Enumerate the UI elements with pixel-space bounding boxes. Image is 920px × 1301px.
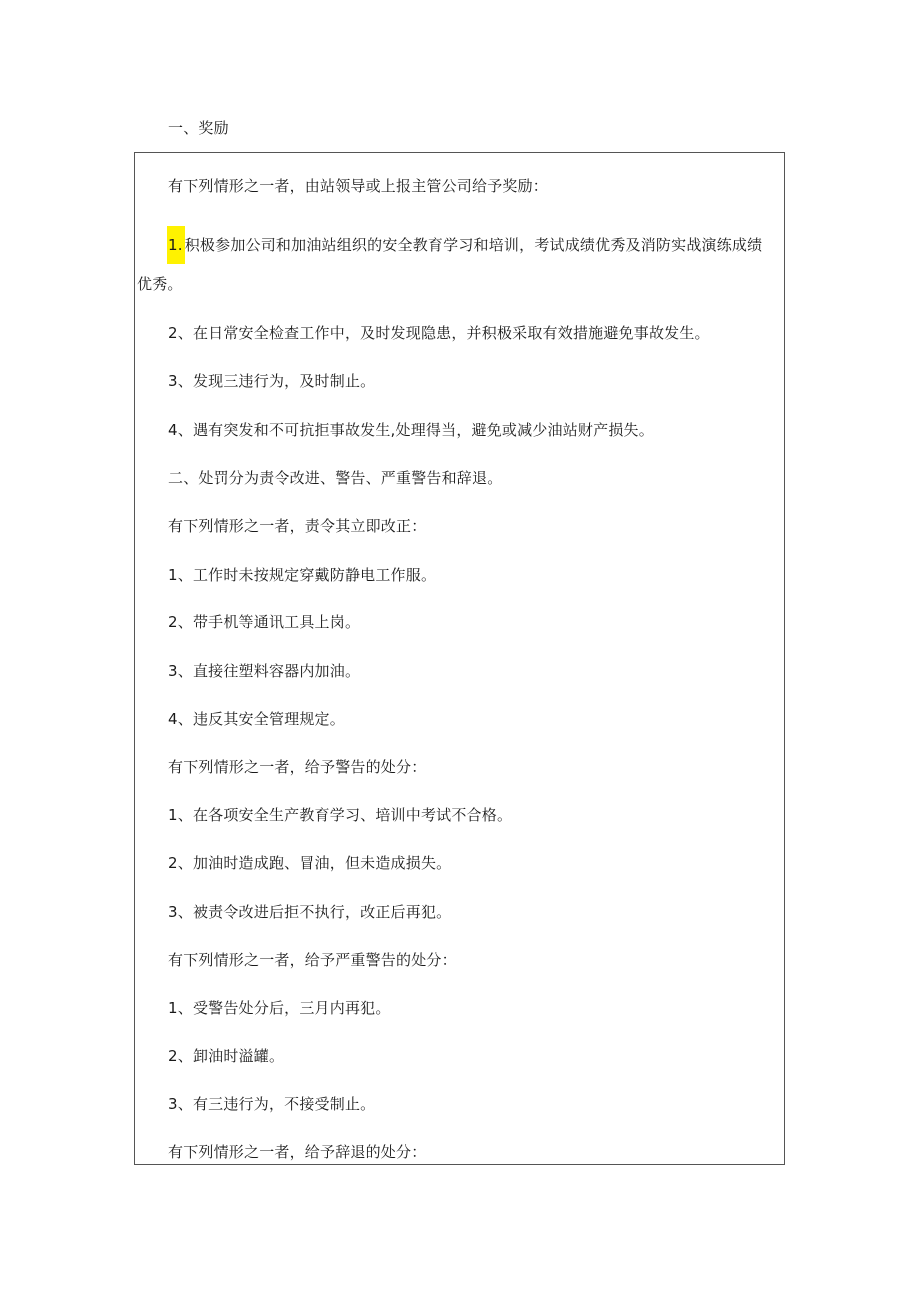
paragraph-correction-intro: 有下列情形之一者，责令其立即改正： [168,517,427,535]
paragraph-dismissal-intro: 有下列情形之一者，给予辞退的处分： [168,1143,427,1161]
paragraph-correction-item-2: 2、带手机等通讯工具上岗。 [168,613,361,631]
paragraph-reward-item-1 [168,226,762,264]
paragraph-warning-intro: 有下列情形之一者，给予警告的处分： [168,758,427,776]
paragraph-reward-item-2: 2、在日常安全检查工作中，及时发现隐患，并积极采取有效措施避免事故发生。 [168,324,710,342]
paragraph-correction-item-1: 1、工作时未按规定穿戴防静电工作服。 [168,566,437,584]
paragraph-serious-warning-item-2: 2、卸油时溢罐。 [168,1047,285,1065]
paragraph-warning-item-1: 1、在各项安全生产教育学习、培训中考试不合格。 [168,806,513,824]
section-heading-penalty: 二、处罚分为责令改进、警告、严重警告和辞退。 [168,469,503,487]
paragraph-serious-warning-item-1: 1、受警告处分后，三月内再犯。 [168,999,391,1017]
section-heading: 一、奖励 [168,119,229,137]
paragraph-serious-warning-item-3: 3、有三违行为，不接受制止。 [168,1095,376,1113]
paragraph-reward-intro: 有下列情形之一者，由站领导或上报主管公司给予奖励： [168,177,549,195]
paragraph-correction-item-3: 3、直接往塑料容器内加油。 [168,662,361,680]
paragraph-serious-warning-intro: 有下列情形之一者，给予严重警告的处分： [168,951,457,969]
paragraph-warning-item-3: 3、被责令改进后拒不执行，改正后再犯。 [168,903,452,921]
paragraph-reward-item-4: 4、遇有突发和不可抗拒事故发生,处理得当，避免或减少油站财产损失。 [168,421,654,439]
highlighted-item-number: 1. [167,226,185,264]
paragraph-reward-item-1-continued: 优秀。 [137,275,183,293]
paragraph-reward-item-3: 3、发现三违行为，及时制止。 [168,372,376,390]
paragraph-warning-item-2: 2、加油时造成跑、冒油，但未造成损失。 [168,854,452,872]
reward-item-1-text: 积极参加公司和加油站组织的安全教育学习和培训，考试成绩优秀及消防实战演练成绩 [184,236,763,254]
paragraph-correction-item-4: 4、违反其安全管理规定。 [168,710,345,728]
